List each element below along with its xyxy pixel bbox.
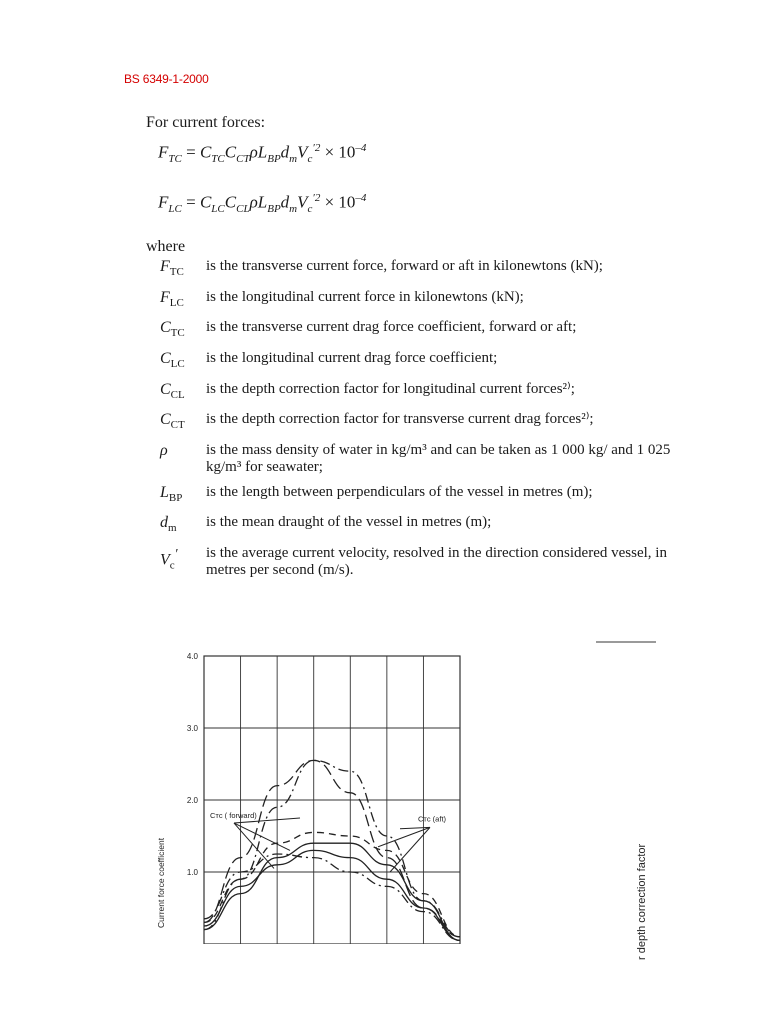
chart-svg xyxy=(150,640,470,944)
horizontal-rule xyxy=(596,641,656,643)
definition-text: is the longitudinal current force in kilonewtons (kN); xyxy=(206,288,524,305)
definition-symbol: $C_{LC}$ xyxy=(160,350,185,371)
series-line xyxy=(204,854,460,940)
definition-text: is the transverse current drag force coefficient, forward or aft; xyxy=(206,319,577,336)
where-label: where xyxy=(146,238,186,255)
definitions-list xyxy=(160,258,680,587)
definition-text: is the depth correction factor for transverse current drag forces²⁾; xyxy=(206,411,594,428)
y-tick-label: 4.0 xyxy=(186,652,198,661)
definition-row xyxy=(160,289,680,312)
definition-symbol: $F_{TC}$ xyxy=(160,258,184,279)
definition-text: is the depth correction factor for longitudinal current forces²⁾; xyxy=(206,380,575,397)
y-tick-label: 1.0 xyxy=(186,868,198,877)
definition-text: is the average current velocity, resolved in the direction considered vessel, in metres per second (m/s). xyxy=(206,545,667,578)
y-axis-label: Current force coefficient xyxy=(156,837,166,928)
series-line xyxy=(204,760,460,936)
annotation-ctc-forward: Cᴛᴄ ( forward) xyxy=(210,811,257,820)
formula-transverse: $F_{TC} = C_{TC}C_{CT}\rho L_{BP}d_mV_c^{'2} \times 10^{-4}$ xyxy=(158,142,367,166)
series-line xyxy=(204,832,460,936)
intro-text: For current forces: xyxy=(146,114,266,131)
definition-text: is the transverse current force, forward or aft in kilonewtons (kN); xyxy=(206,258,603,274)
definition-row xyxy=(160,442,680,476)
definition-symbol: $C_{TC}$ xyxy=(160,319,185,340)
definition-symbol: ρ xyxy=(160,442,168,460)
definition-row xyxy=(160,484,680,507)
definition-row xyxy=(160,350,680,373)
definition-symbol: $V_c'$ xyxy=(160,546,178,572)
definition-row xyxy=(160,514,680,537)
formula-longitudinal: $F_{LC} = C_{LC}C_{CL}\rho L_{BP}d_mV_c^{'2} \times 10^{-4}$ xyxy=(158,192,367,216)
y-tick-label: 3.0 xyxy=(186,724,198,733)
current-force-chart xyxy=(150,640,470,944)
series-line xyxy=(204,760,460,936)
definition-row xyxy=(160,411,680,434)
definition-row xyxy=(160,381,680,404)
definition-text: is the length between perpendiculars of the vessel in metres (m); xyxy=(206,483,593,500)
series-line xyxy=(204,850,460,940)
definition-symbol: $F_{LC}$ xyxy=(160,288,184,309)
definition-row xyxy=(160,319,680,342)
right-axis-label: r depth correction factor xyxy=(636,843,648,960)
annotation-ctc-aft: Cᴛᴄ (aft) xyxy=(418,814,447,824)
annotation-leader xyxy=(234,823,290,850)
definition-text: is the mass density of water in kg/m³ and can be taken as 1 000 kg/ and 1 025 kg/m³ for seawater; xyxy=(206,442,671,476)
definition-row xyxy=(160,258,680,281)
definition-symbol: $C_{CL}$ xyxy=(160,380,185,401)
standard-reference: BS 6349-1-2000 xyxy=(124,72,209,86)
definition-symbol: $d_m$ xyxy=(160,514,177,535)
definition-text: is the longitudinal current drag force coefficient; xyxy=(206,350,498,367)
annotation-leader xyxy=(378,827,430,846)
definition-row xyxy=(160,545,680,579)
definition-text: is the mean draught of the vessel in metres (m); xyxy=(206,514,492,531)
annotation-leader xyxy=(390,827,430,872)
y-tick-label: 2.0 xyxy=(186,796,198,805)
definition-symbol: $L_{BP}$ xyxy=(160,483,183,504)
definition-symbol: $C_{CT}$ xyxy=(160,411,185,432)
